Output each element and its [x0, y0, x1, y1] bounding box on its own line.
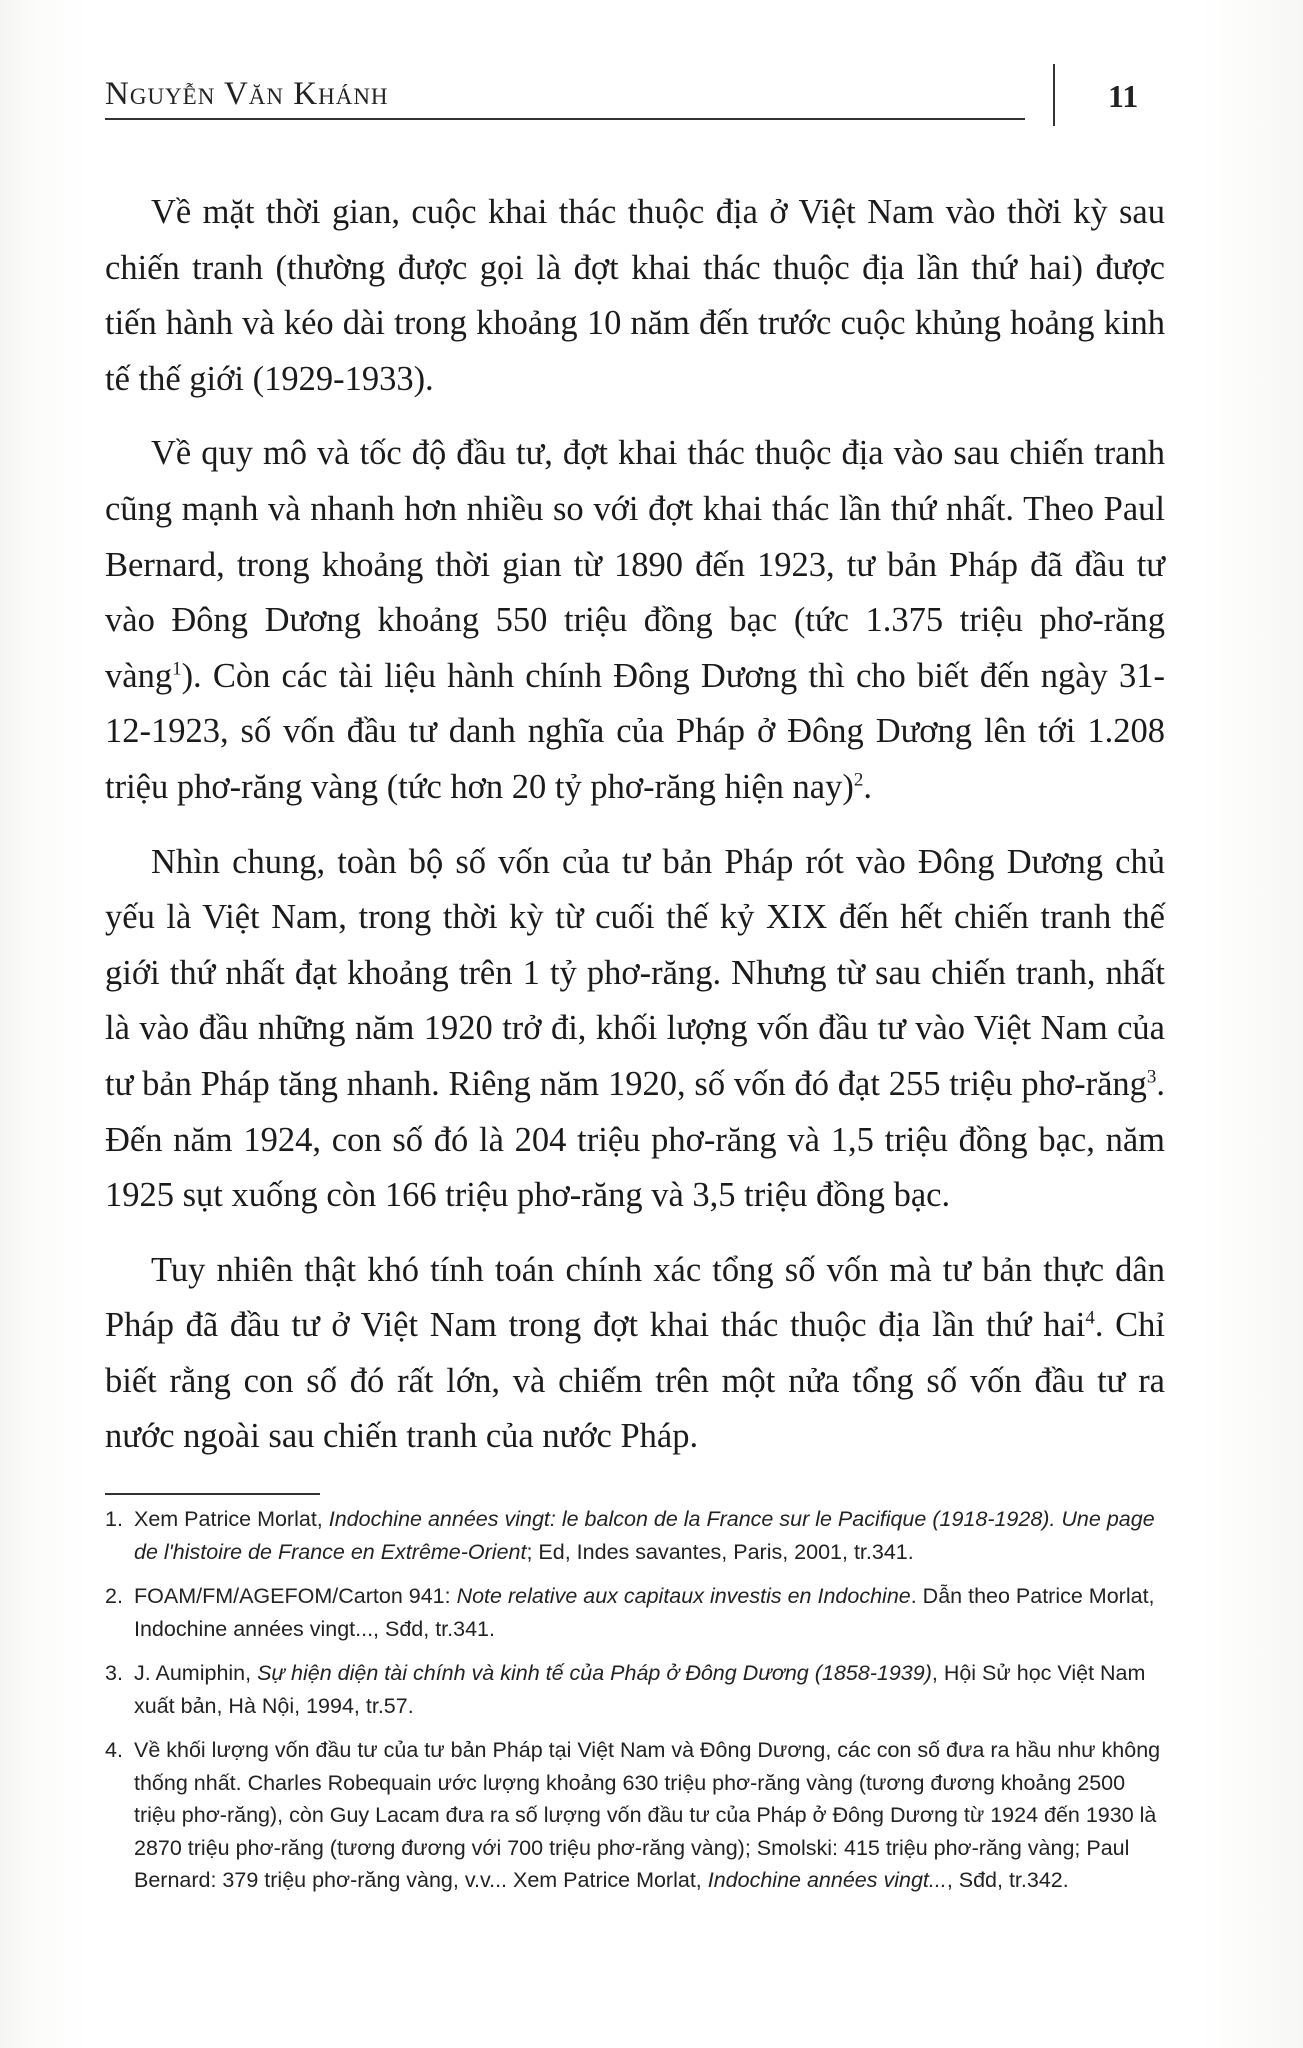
- footnote-number: 2.: [105, 1584, 123, 1608]
- footnote-text: FOAM/FM/AGEFOM/Carton 941: Note relative aux capitaux investis en Indochine. Dẫn theo Patrice Morlat, Indochine années vingt..., Sđd, tr.341.: [134, 1584, 1155, 1641]
- running-head-author: Nguyễn Văn Khánh: [105, 76, 389, 112]
- footnote-rule: [105, 1493, 320, 1495]
- footnote-ref-4[interactable]: 4: [1085, 1307, 1095, 1329]
- page-header: [105, 70, 1165, 130]
- footnote-1: [105, 1503, 1165, 1568]
- main-text: [105, 185, 1165, 1484]
- paragraph-3: Nhìn chung, toàn bộ số vốn của tư bản Pháp rót vào Đông Dương chủ yếu là Việt Nam, trong thời kỳ từ cuối thế kỷ XIX đến hết chiến tranh thế giới thứ nhất đạt khoảng trên 1 tỷ phơ-răng. Nhưng từ sau chiến tranh, nhất là vào đầu những năm 1920 trở đi, khối lượng vốn đầu tư vào Việt Nam của tư bản Pháp tăng nhanh. Riêng năm 1920, số vốn đó đạt 255 triệu phơ-răng$^3$. Đến năm 1924, con số đó là 204 triệu phơ-răng và 1,5 triệu đồng bạc, năm 1925 sụt xuống còn 166 triệu phơ-răng và 3,5 triệu đồng bạc.: [105, 842, 1165, 1215]
- page-number: 11: [1108, 78, 1139, 114]
- footnote-ref-1[interactable]: 1: [172, 658, 182, 680]
- paragraph-4: Tuy nhiên thật khó tính toán chính xác tổng số vốn mà tư bản thực dân Pháp đã đầu tư ở Việt Nam trong đợt khai thác thuộc địa lần thứ hai$^4$. Chỉ biết rằng con số đó rất lớn, và chiếm trên một nửa tổng số vốn đầu tư ra nước ngoài sau chiến tranh của nước Pháp.: [105, 1250, 1165, 1456]
- footnote-number: 4.: [105, 1738, 123, 1762]
- header-rule: [105, 118, 1025, 120]
- paragraph-1: Về mặt thời gian, cuộc khai thác thuộc địa ở Việt Nam vào thời kỳ sau chiến tranh (thường được gọi là đợt khai thác thuộc địa lần thứ hai) được tiến hành và kéo dài trong khoảng 10 năm đến trước cuộc khủng hoảng kinh tế thế giới (1929-1933).: [105, 193, 1165, 398]
- footnote-4: [105, 1734, 1165, 1897]
- paragraph-2: Về quy mô và tốc độ đầu tư, đợt khai thác thuộc địa vào sau chiến tranh cũng mạnh và nhanh hơn nhiều so với đợt khai thác lần thứ nhất. Theo Paul Bernard, trong khoảng thời gian từ 1890 đến 1923, tư bản Pháp đã đầu tư vào Đông Dương khoảng 550 triệu đồng bạc (tức 1.375 triệu phơ-răng vàng$^1$). Còn các tài liệu hành chính Đông Dương thì cho biết đến ngày 31-12-1923, số vốn đầu tư danh nghĩa của Pháp ở Đông Dương lên tới 1.208 triệu phơ-răng vàng (tức hơn 20 tỷ phơ-răng hiện nay)$^2$.: [105, 434, 1165, 806]
- footnote-text: Xem Patrice Morlat, Indochine années vingt: le balcon de la France sur le Pacifique (1918-1928). Une page de l'histoire de France en Extrême-Orient; Ed, Indes savantes, Paris, 2001, tr.341.: [134, 1507, 1155, 1564]
- header-divider: [1053, 64, 1055, 126]
- footnote-2: [105, 1580, 1165, 1645]
- footnotes: [105, 1503, 1165, 1909]
- footnote-number: 3.: [105, 1661, 123, 1685]
- footnote-number: 1.: [105, 1507, 123, 1531]
- footnote-ref-2[interactable]: 2: [853, 769, 864, 791]
- footnote-text: J. Aumiphin, Sự hiện diện tài chính và kinh tế của Pháp ở Đông Dương (1858-1939), Hội Sử học Việt Nam xuất bản, Hà Nội, 1994, tr.57.: [134, 1661, 1146, 1718]
- footnote-ref-3[interactable]: 3: [1146, 1066, 1157, 1088]
- footnote-text: Về khối lượng vốn đầu tư của tư bản Pháp tại Việt Nam và Đông Dương, các con số đưa ra hầu như không thống nhất. Charles Robequain ước lượng khoảng 630 triệu phơ-răng vàng (tương đương khoảng 2500 triệu phơ-răng), còn Guy Lacam đưa ra số lượng vốn đầu tư của Pháp ở Đông Dương từ 1924 đến 1930 là 2870 triệu phơ-răng (tương đương với 700 triệu phơ-răng vàng); Smolski: 415 triệu phơ-răng vàng; Paul Bernard: 379 triệu phơ-răng vàng, v.v... Xem Patrice Morlat, Indochine années vingt..., Sđd, tr.342.: [134, 1738, 1161, 1892]
- footnote-3: [105, 1657, 1165, 1722]
